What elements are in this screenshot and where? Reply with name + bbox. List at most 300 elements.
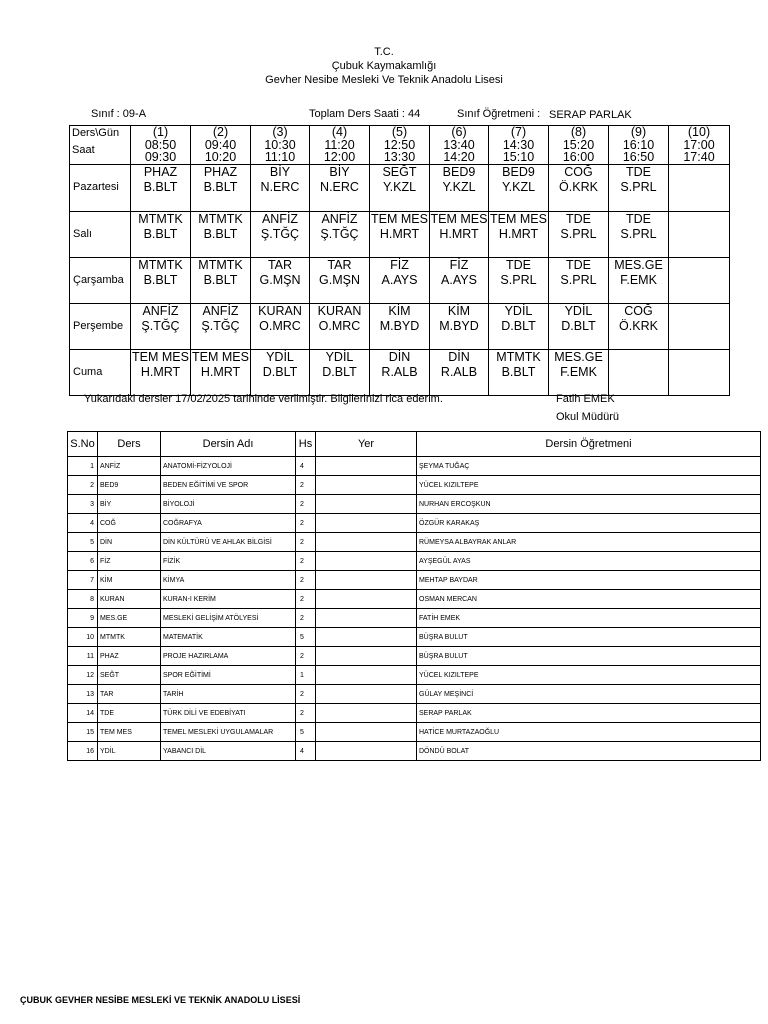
header-dersin-adi: Dersin Adı [161, 432, 296, 457]
weekly-hours: 5 [296, 723, 316, 742]
lesson-code: KURAN [98, 590, 161, 609]
lesson-code: TDE [566, 257, 591, 272]
lesson-code: TEM MES [430, 211, 488, 226]
slot-number: (10) [687, 125, 711, 139]
lessons-body [68, 457, 761, 761]
teacher-code: Ş.TĞÇ [320, 226, 359, 241]
table-row [68, 533, 761, 552]
lesson-code: TEM MES [192, 349, 249, 364]
corner-cell [70, 126, 131, 165]
header-ders: Ders [98, 432, 161, 457]
weekly-hours: 2 [296, 609, 316, 628]
lesson-cell [131, 303, 191, 349]
teacher-code: D.BLT [501, 318, 536, 333]
slot-end: 13:30 [383, 150, 416, 164]
slot-start: 08:50 [144, 137, 177, 152]
weekly-hours: 2 [296, 533, 316, 552]
table-row [68, 590, 761, 609]
schedule-day-row [70, 257, 730, 303]
teacher-code: N.ERC [320, 179, 359, 194]
teacher-code: Y.KZL [382, 179, 417, 194]
slot-start: 17:00 [683, 137, 715, 152]
location [316, 647, 417, 666]
row-number: 15 [68, 723, 98, 742]
row-number: 16 [68, 742, 98, 761]
location [316, 704, 417, 723]
slot-end: 15:10 [502, 150, 535, 164]
row-number: 9 [68, 609, 98, 628]
lesson-cell [370, 164, 430, 211]
weekly-schedule-table [69, 125, 730, 396]
weekly-hours: 2 [296, 685, 316, 704]
slot-number: (1) [152, 125, 169, 139]
lesson-name: TÜRK DİLİ VE EDEBİYATI [161, 704, 296, 723]
lesson-cell [669, 349, 730, 395]
lesson-cell [430, 164, 489, 211]
lesson-cell [251, 211, 310, 257]
schedule-day-row [70, 303, 730, 349]
header-hs: Hs [296, 432, 316, 457]
slot-end: 12:00 [323, 150, 356, 164]
location [316, 742, 417, 761]
slot-number: (3) [272, 125, 288, 139]
table-row [68, 647, 761, 666]
slot-end: 16:50 [622, 150, 655, 164]
lesson-name: BEDEN EĞİTİMİ VE SPOR [161, 476, 296, 495]
lesson-code: YDİL [504, 303, 533, 318]
day-name: Çarşamba [70, 257, 131, 303]
lesson-cell [370, 257, 430, 303]
lessons-table [67, 431, 761, 761]
teacher-name: GÜLAY MEŞİNCİ [417, 685, 761, 704]
slot-number: (4) [331, 125, 348, 139]
lesson-name: TARİH [161, 685, 296, 704]
lesson-code: TDE [98, 704, 161, 723]
lesson-code: BED9 [442, 164, 476, 179]
lesson-cell [489, 257, 549, 303]
lesson-code: KURAN [258, 303, 302, 318]
lesson-code: KURAN [317, 303, 362, 318]
teacher-name: YÜCEL KIZILTEPE [417, 666, 761, 685]
header-line-school: Gevher Nesibe Mesleki Ve Teknik Anadolu Lisesi [265, 74, 503, 86]
slot-start: 16:10 [622, 137, 655, 152]
table-row [68, 495, 761, 514]
teacher-code: R.ALB [440, 364, 478, 379]
lessons-header-row [68, 432, 761, 457]
lesson-code: BİY [329, 164, 350, 179]
time-slot-10 [669, 126, 730, 165]
slot-end: 17:40 [683, 150, 715, 164]
lesson-cell [310, 164, 370, 211]
lesson-code: TEM MES [132, 349, 189, 364]
lesson-cell [191, 303, 251, 349]
lesson-code: KİM [447, 303, 471, 318]
row-number: 6 [68, 552, 98, 571]
teacher-name: ÖZGÜR KARAKAŞ [417, 514, 761, 533]
schedule-header-row [70, 126, 730, 165]
location [316, 476, 417, 495]
weekly-hours: 4 [296, 457, 316, 476]
lesson-code: MTMTK [98, 628, 161, 647]
teacher-name: DÖNDÜ BOLAT [417, 742, 761, 761]
weekly-hours: 2 [296, 514, 316, 533]
lesson-code: FİZ [449, 257, 469, 272]
header-teacher: Dersin Öğretmeni [417, 432, 761, 457]
lesson-code: MES.GE [614, 257, 663, 272]
table-row [68, 742, 761, 761]
row-number: 4 [68, 514, 98, 533]
slot-start: 14:30 [502, 137, 535, 152]
slot-start: 11:20 [324, 137, 355, 152]
day-name: Pazartesi [70, 164, 131, 211]
teacher-name: SERAP PARLAK [417, 704, 761, 723]
teacher-name: ŞEYMA TUĞAÇ [417, 457, 761, 476]
lesson-name: DİN KÜLTÜRÜ VE AHLAK BİLGİSİ [161, 533, 296, 552]
location [316, 457, 417, 476]
location [316, 590, 417, 609]
time-slot-8 [549, 126, 609, 165]
slot-number: (5) [391, 125, 408, 139]
teacher-code: H.MRT [200, 364, 241, 379]
teacher-code: A.AYS [441, 272, 477, 287]
slot-end: 09:30 [144, 150, 177, 164]
lesson-cell [489, 211, 549, 257]
teacher-code: Y.KZL [501, 179, 536, 194]
lesson-cell [549, 303, 609, 349]
teacher-code: Ö.KRK [559, 179, 598, 194]
footer-school-name: ÇUBUK GEVHER NESİBE MESLEKİ VE TEKNİK ANADOLU LİSESİ [20, 995, 301, 1005]
lesson-cell [489, 349, 549, 395]
lesson-cell [191, 211, 251, 257]
teacher-code: B.BLT [143, 179, 178, 194]
teacher-name: OSMAN MERCAN [417, 590, 761, 609]
slot-start: 12:50 [383, 137, 416, 152]
weekly-hours: 1 [296, 666, 316, 685]
location [316, 723, 417, 742]
teacher-code: S.PRL [560, 272, 597, 287]
header-yer: Yer [316, 432, 417, 457]
corner-top-label: Ders\Gün [72, 127, 120, 139]
lesson-code: TAR [98, 685, 161, 704]
teacher-code: G.MŞN [259, 272, 301, 287]
lesson-name: KURAN-I KERİM [161, 590, 296, 609]
weekly-hours: 2 [296, 704, 316, 723]
time-slot-1 [131, 126, 191, 165]
lesson-cell [131, 257, 191, 303]
lesson-cell [251, 349, 310, 395]
lesson-name: KİMYA [161, 571, 296, 590]
teacher-code: A.AYS [381, 272, 418, 287]
class-label: Sınıf : 09-A [91, 108, 147, 120]
table-row [68, 704, 761, 723]
total-hours-label: Toplam Ders Saati : 44 [309, 108, 421, 120]
teacher-code: Y.KZL [442, 179, 476, 194]
teacher-code: M.BYD [439, 318, 479, 333]
weekly-hours: 5 [296, 628, 316, 647]
teacher-code: B.BLT [203, 272, 238, 287]
lesson-name: PROJE HAZIRLAMA [161, 647, 296, 666]
time-slot-5 [370, 126, 430, 165]
teacher-code: Ş.TĞÇ [201, 318, 240, 333]
location [316, 685, 417, 704]
lesson-code: TEM MES [490, 211, 547, 226]
location [316, 666, 417, 685]
lesson-cell [370, 211, 430, 257]
weekly-hours: 2 [296, 590, 316, 609]
teacher-code: S.PRL [620, 179, 657, 194]
location [316, 495, 417, 514]
teacher-code: G.MŞN [319, 272, 360, 287]
lesson-code: DİN [98, 533, 161, 552]
lesson-name: BİYOLOJİ [161, 495, 296, 514]
lesson-code: PHAZ [143, 164, 178, 179]
lesson-code: TAR [327, 257, 352, 272]
lesson-cell [609, 164, 669, 211]
row-number: 5 [68, 533, 98, 552]
lesson-cell [191, 257, 251, 303]
header-line-tc: T.C. [374, 46, 394, 58]
teacher-code: B.BLT [143, 226, 178, 241]
lesson-code: COĞ [98, 514, 161, 533]
teacher-code: D.BLT [561, 318, 596, 333]
row-number: 13 [68, 685, 98, 704]
lesson-code: BİY [98, 495, 161, 514]
teacher-code: H.MRT [498, 226, 539, 241]
schedule-day-row [70, 349, 730, 395]
time-slot-9 [609, 126, 669, 165]
row-number: 14 [68, 704, 98, 723]
lesson-cell [370, 303, 430, 349]
date-note: Yukarıdaki dersler 17/02/2025 tarihinde verilmiştir. Bilgilerinizi rica ederim. [84, 393, 443, 405]
lesson-code: YDİL [564, 303, 593, 318]
lesson-code: BED9 [502, 164, 535, 179]
location [316, 533, 417, 552]
time-slot-3 [251, 126, 310, 165]
location [316, 552, 417, 571]
table-row [68, 628, 761, 647]
teacher-code: N.ERC [260, 179, 300, 194]
teacher-code: O.MRC [318, 318, 361, 333]
lesson-code: SEĞT [98, 666, 161, 685]
lesson-cell [549, 211, 609, 257]
lesson-cell [609, 349, 669, 395]
lesson-code: MTMTK [198, 211, 243, 226]
lesson-cell [430, 211, 489, 257]
teacher-code: S.PRL [620, 226, 657, 241]
lesson-cell [489, 303, 549, 349]
time-slot-7 [489, 126, 549, 165]
lesson-cell [191, 164, 251, 211]
teacher-code: D.BLT [322, 364, 357, 379]
slot-end: 14:20 [443, 150, 475, 164]
lesson-code: YDİL [98, 742, 161, 761]
lesson-cell [489, 164, 549, 211]
lesson-code: MES.GE [554, 349, 603, 364]
lesson-code: BİY [269, 164, 291, 179]
teacher-name: AYŞEGÜL AYAS [417, 552, 761, 571]
teacher-name: BÜŞRA BULUT [417, 628, 761, 647]
slot-number: (7) [510, 125, 527, 139]
table-row [68, 457, 761, 476]
weekly-hours: 2 [296, 476, 316, 495]
lesson-code: MTMTK [198, 257, 243, 272]
teacher-name: YÜCEL KIZILTEPE [417, 476, 761, 495]
row-number: 11 [68, 647, 98, 666]
lesson-cell [430, 257, 489, 303]
lesson-cell [609, 211, 669, 257]
teacher-code: Ş.TĞÇ [260, 226, 300, 241]
lesson-cell [549, 257, 609, 303]
lesson-cell [310, 303, 370, 349]
lesson-name: SPOR EĞİTİMİ [161, 666, 296, 685]
lesson-cell [609, 303, 669, 349]
lesson-code: YDİL [325, 349, 354, 364]
weekly-hours: 2 [296, 647, 316, 666]
lesson-code: PHAZ [203, 164, 238, 179]
slot-end: 10:20 [204, 150, 237, 164]
teacher-code: B.BLT [501, 364, 536, 379]
weekly-hours: 4 [296, 742, 316, 761]
teacher-code: O.MRC [259, 318, 301, 333]
teacher-code: H.MRT [379, 226, 420, 241]
lesson-name: FİZİK [161, 552, 296, 571]
lesson-cell [310, 349, 370, 395]
slot-start: 13:40 [443, 137, 475, 152]
lesson-cell [549, 349, 609, 395]
teacher-code: S.PRL [560, 226, 597, 241]
lesson-code: MTMTK [496, 349, 541, 364]
lesson-name: MESLEKİ GELİŞİM ATÖLYESİ [161, 609, 296, 628]
teacher-code: Ö.KRK [619, 318, 658, 333]
teacher-name: NURHAN ERCOŞKUN [417, 495, 761, 514]
lesson-cell [669, 164, 730, 211]
header-line-district: Çubuk Kaymakamlığı [331, 60, 437, 72]
lesson-code: ANFİZ [202, 303, 239, 318]
time-slot-6 [430, 126, 489, 165]
lesson-cell [669, 303, 730, 349]
lesson-code: PHAZ [98, 647, 161, 666]
day-name: Salı [70, 211, 131, 257]
corner-bottom-label: Saat [72, 144, 95, 156]
row-number: 8 [68, 590, 98, 609]
slot-start: 15:20 [562, 137, 595, 152]
table-row [68, 723, 761, 742]
weekly-hours: 2 [296, 571, 316, 590]
location [316, 571, 417, 590]
teacher-code: F.EMK [620, 272, 657, 287]
lesson-code: TDE [566, 211, 591, 226]
row-number: 12 [68, 666, 98, 685]
lesson-cell [251, 303, 310, 349]
lesson-code: KİM [388, 303, 411, 318]
teacher-name: RÜMEYSA ALBAYRAK ANLAR [417, 533, 761, 552]
lesson-cell [131, 211, 191, 257]
lesson-cell [310, 257, 370, 303]
teacher-code: Ş.TĞÇ [141, 318, 180, 333]
lesson-cell [310, 211, 370, 257]
lesson-code: DİN [388, 349, 411, 364]
teacher-code: H.MRT [140, 364, 181, 379]
lesson-name: TEMEL MESLEKİ UYGULAMALAR [161, 723, 296, 742]
teacher-code: B.BLT [203, 226, 238, 241]
class-teacher-name: SERAP PARLAK [549, 109, 632, 121]
class-teacher-label: Sınıf Öğretmeni : [457, 108, 541, 120]
lesson-cell [370, 349, 430, 395]
slot-start: 09:40 [204, 137, 237, 152]
principal-title: Okul Müdürü [556, 411, 619, 423]
table-row [68, 685, 761, 704]
row-number: 2 [68, 476, 98, 495]
lesson-code: FİZ [390, 257, 409, 272]
teacher-code: S.PRL [500, 272, 537, 287]
slot-number: (8) [570, 125, 587, 139]
table-row [68, 666, 761, 685]
lesson-code: TDE [626, 164, 651, 179]
lesson-cell [131, 164, 191, 211]
lesson-cell [609, 257, 669, 303]
slot-number: (9) [630, 125, 647, 139]
weekly-hours: 2 [296, 495, 316, 514]
time-slot-4 [310, 126, 370, 165]
lesson-name: COĞRAFYA [161, 514, 296, 533]
lesson-code: TDE [626, 211, 651, 226]
lesson-cell [669, 257, 730, 303]
lesson-code: ANFİZ [261, 211, 299, 226]
day-name: Perşembe [70, 303, 131, 349]
table-row [68, 609, 761, 628]
table-row [68, 476, 761, 495]
lesson-cell [191, 349, 251, 395]
row-number: 1 [68, 457, 98, 476]
lesson-cell [430, 303, 489, 349]
time-slot-2 [191, 126, 251, 165]
teacher-name: MEHTAP BAYDAR [417, 571, 761, 590]
schedule-day-row [70, 164, 730, 211]
lesson-code: TDE [506, 257, 531, 272]
lesson-name: ANATOMİ-FİZYOLOJİ [161, 457, 296, 476]
teacher-code: M.BYD [379, 318, 420, 333]
table-row [68, 571, 761, 590]
lesson-code: KİM [98, 571, 161, 590]
lesson-code: ANFİZ [321, 211, 358, 226]
lesson-code: MTMTK [138, 211, 183, 226]
slot-start: 10:30 [264, 137, 296, 152]
row-number: 10 [68, 628, 98, 647]
lesson-code: MTMTK [138, 257, 183, 272]
principal-name: Fatih EMEK [556, 393, 615, 405]
lesson-code: MES.GE [98, 609, 161, 628]
table-row [68, 514, 761, 533]
teacher-name: BÜŞRA BULUT [417, 647, 761, 666]
teacher-code: R.ALB [381, 364, 418, 379]
lesson-code: DİN [448, 349, 470, 364]
lesson-code: COĞ [624, 303, 653, 318]
row-number: 3 [68, 495, 98, 514]
slot-end: 16:00 [562, 150, 595, 164]
day-name: Cuma [70, 349, 131, 395]
lesson-code: COĞ [564, 164, 593, 179]
lesson-code: TAR [267, 257, 293, 272]
lesson-code: FİZ [98, 552, 161, 571]
teacher-code: B.BLT [143, 272, 178, 287]
teacher-code: H.MRT [439, 226, 479, 241]
schedule-day-row [70, 211, 730, 257]
lesson-name: MATEMATİK [161, 628, 296, 647]
teacher-code: D.BLT [262, 364, 298, 379]
lesson-cell [251, 164, 310, 211]
lesson-cell [251, 257, 310, 303]
lesson-cell [669, 211, 730, 257]
